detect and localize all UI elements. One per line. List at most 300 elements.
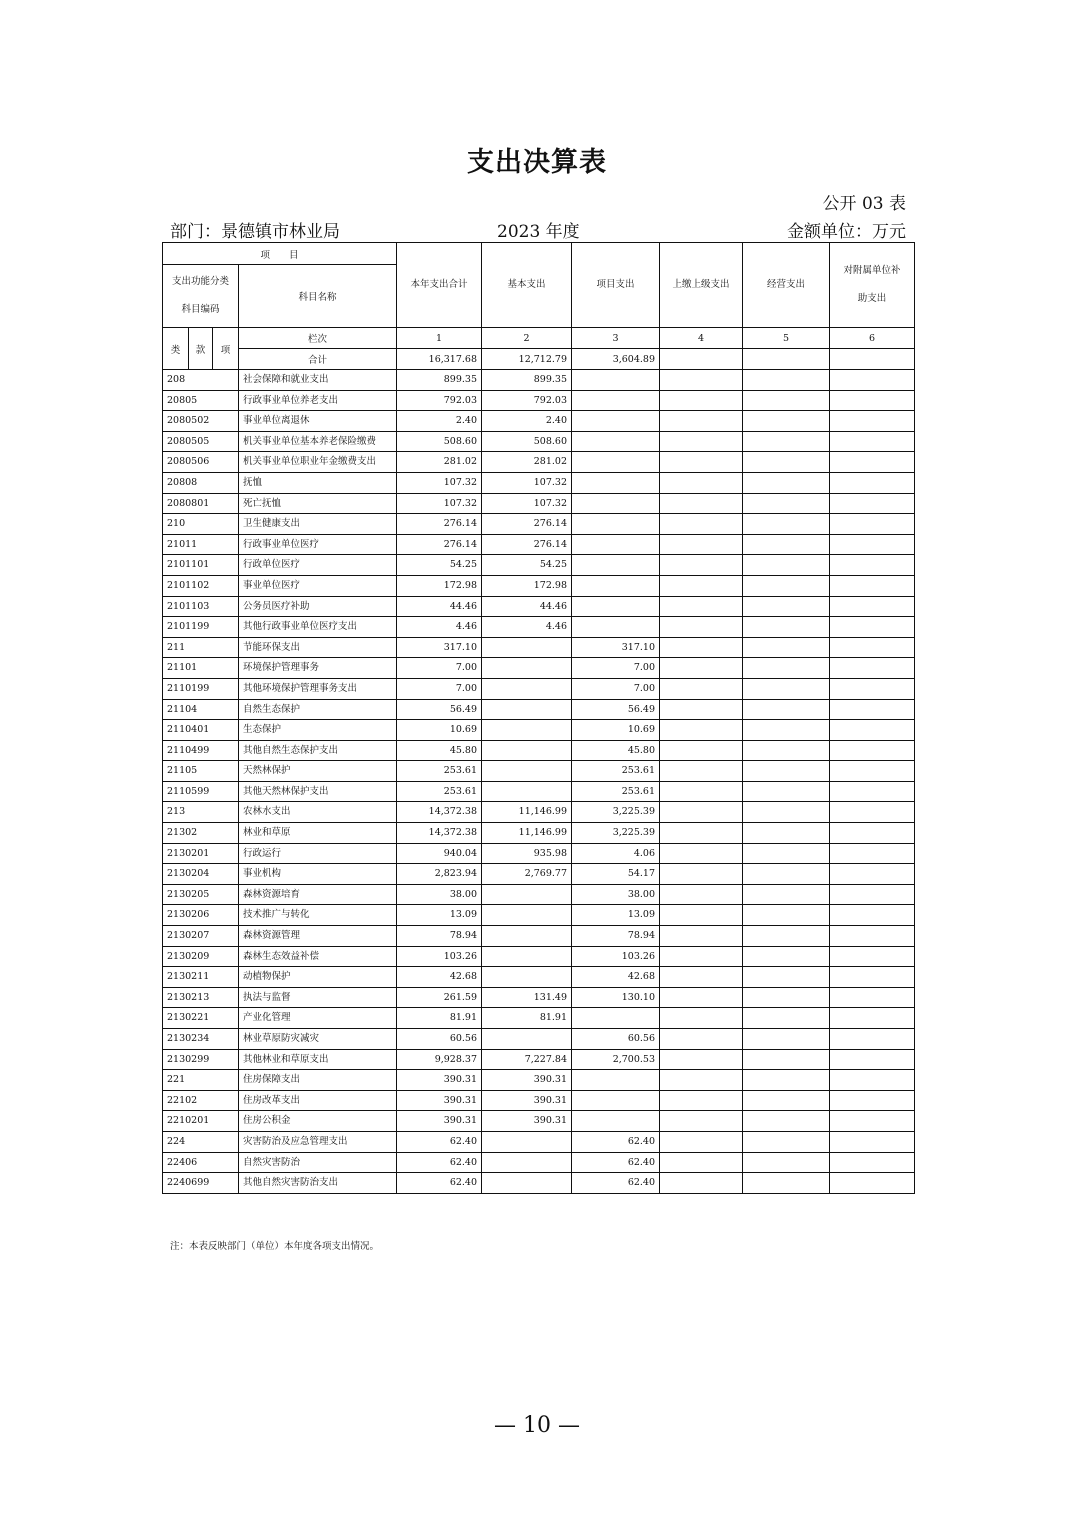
table-note: 注：本表反映部门（单位）本年度各项支出情况。 (170, 1241, 380, 1252)
amount-col-5 (743, 658, 830, 679)
subject-name: 林业和草原 (239, 823, 397, 844)
amount-col-6 (830, 720, 915, 741)
amount-col-4 (660, 1008, 743, 1029)
amount-col-2: 4.46 (482, 617, 572, 638)
subject-name: 事业单位医疗 (239, 575, 397, 596)
amount-col-4 (660, 1111, 743, 1132)
amount-col-6 (830, 411, 915, 432)
amount-col-4 (660, 905, 743, 926)
amount-col-6 (830, 1070, 915, 1091)
table-row (163, 946, 915, 967)
amount-col-4 (660, 493, 743, 514)
amount-col-4 (660, 823, 743, 844)
amount-col-1: 107.32 (397, 493, 482, 514)
amount-col-5 (743, 431, 830, 452)
amount-col-4 (660, 761, 743, 782)
subject-code: 2101102 (163, 575, 239, 596)
amount-col-3: 3,225.39 (572, 802, 660, 823)
amount-col-1: 792.03 (397, 390, 482, 411)
amount-col-3 (572, 431, 660, 452)
amount-col-2 (482, 720, 572, 741)
subject-code: 2080502 (163, 411, 239, 432)
amount-col-4 (660, 926, 743, 947)
subject-name: 住房保障支出 (239, 1070, 397, 1091)
table-row (163, 1049, 915, 1070)
amount-col-1: 172.98 (397, 575, 482, 596)
table-row (163, 967, 915, 988)
amount-col-1: 45.80 (397, 740, 482, 761)
amount-col-5 (743, 1111, 830, 1132)
amount-col-5 (743, 1090, 830, 1111)
amount-col-3 (572, 390, 660, 411)
amount-col-5 (743, 946, 830, 967)
amount-col-1: 390.31 (397, 1090, 482, 1111)
amount-col-5 (743, 390, 830, 411)
amount-col-6 (830, 1152, 915, 1173)
amount-col-3: 78.94 (572, 926, 660, 947)
amount-col-6 (830, 514, 915, 535)
col-number-1: 1 (397, 328, 482, 349)
amount-col-6 (830, 493, 915, 514)
amount-col-1: 44.46 (397, 596, 482, 617)
amount-col-4 (660, 411, 743, 432)
table-row (163, 802, 915, 823)
table-row (163, 1029, 915, 1050)
amount-col-2 (482, 781, 572, 802)
subject-code: 22102 (163, 1090, 239, 1111)
amount-col-4 (660, 1131, 743, 1152)
amount-col-4 (660, 534, 743, 555)
amount-col-1: 56.49 (397, 699, 482, 720)
subject-name: 行政事业单位医疗 (239, 534, 397, 555)
amount-col-3: 253.61 (572, 761, 660, 782)
subject-code: 210 (163, 514, 239, 535)
amount-col-5 (743, 884, 830, 905)
amount-col-5 (743, 1070, 830, 1091)
amount-col-1: 940.04 (397, 843, 482, 864)
total-col-3: 3,604.89 (572, 349, 660, 370)
amount-col-6 (830, 452, 915, 473)
header-func-class (163, 265, 239, 328)
amount-col-5 (743, 699, 830, 720)
table-row (163, 1090, 915, 1111)
subject-code: 2101199 (163, 617, 239, 638)
amount-col-6 (830, 946, 915, 967)
amount-col-3 (572, 555, 660, 576)
amount-col-4 (660, 864, 743, 885)
subject-code: 20805 (163, 390, 239, 411)
form-number: 公开 03 表 (822, 194, 906, 214)
subject-name: 其他自然灾害防治支出 (239, 1173, 397, 1194)
subject-name: 森林生态效益补偿 (239, 946, 397, 967)
subject-name: 抚恤 (239, 472, 397, 493)
subject-name: 林业草原防灾减灾 (239, 1029, 397, 1050)
amount-col-3 (572, 493, 660, 514)
table-row (163, 1008, 915, 1029)
amount-col-5 (743, 678, 830, 699)
amount-col-6 (830, 1173, 915, 1194)
amount-col-5 (743, 823, 830, 844)
amount-col-5 (743, 555, 830, 576)
table-row (163, 617, 915, 638)
amount-col-1: 81.91 (397, 1008, 482, 1029)
table-row (163, 740, 915, 761)
amount-col-4 (660, 370, 743, 391)
amount-col-2: 390.31 (482, 1090, 572, 1111)
amount-col-4 (660, 514, 743, 535)
amount-col-4 (660, 472, 743, 493)
subject-code: 2130213 (163, 987, 239, 1008)
amount-col-1: 7.00 (397, 678, 482, 699)
table-row (163, 1111, 915, 1132)
subject-code: 211 (163, 637, 239, 658)
amount-col-4 (660, 431, 743, 452)
header-lei: 类 (163, 328, 189, 370)
amount-col-4 (660, 555, 743, 576)
subject-code: 2080801 (163, 493, 239, 514)
subject-code: 2240699 (163, 1173, 239, 1194)
amount-col-2: 44.46 (482, 596, 572, 617)
amount-col-1: 390.31 (397, 1070, 482, 1091)
amount-col-3 (572, 575, 660, 596)
amount-col-3: 42.68 (572, 967, 660, 988)
table-row (163, 596, 915, 617)
subject-code: 2110599 (163, 781, 239, 802)
subject-code: 21101 (163, 658, 239, 679)
subject-code: 2130206 (163, 905, 239, 926)
table-row (163, 472, 915, 493)
amount-col-1: 2,823.94 (397, 864, 482, 885)
subject-code: 2130299 (163, 1049, 239, 1070)
amount-col-5 (743, 575, 830, 596)
amount-col-1: 78.94 (397, 926, 482, 947)
amount-col-3: 2,700.53 (572, 1049, 660, 1070)
amount-col-3: 317.10 (572, 637, 660, 658)
subject-name: 执法与监督 (239, 987, 397, 1008)
subject-name: 森林资源管理 (239, 926, 397, 947)
header-col-4: 上缴上级支出 (660, 243, 743, 328)
amount-col-6 (830, 431, 915, 452)
subject-code: 21302 (163, 823, 239, 844)
amount-col-1: 4.46 (397, 617, 482, 638)
subject-name: 灾害防治及应急管理支出 (239, 1131, 397, 1152)
amount-col-1: 62.40 (397, 1152, 482, 1173)
amount-col-2: 54.25 (482, 555, 572, 576)
amount-col-4 (660, 1152, 743, 1173)
amount-col-5 (743, 1049, 830, 1070)
amount-col-2 (482, 1152, 572, 1173)
header-xiang: 项 (213, 328, 239, 370)
subject-code: 2130209 (163, 946, 239, 967)
subject-code: 2130207 (163, 926, 239, 947)
amount-col-4 (660, 617, 743, 638)
header-kuan: 款 (189, 328, 213, 370)
amount-col-1: 14,372.38 (397, 802, 482, 823)
amount-col-2 (482, 740, 572, 761)
amount-col-6 (830, 926, 915, 947)
amount-col-6 (830, 699, 915, 720)
amount-col-2 (482, 658, 572, 679)
amount-col-6 (830, 596, 915, 617)
amount-col-5 (743, 905, 830, 926)
subject-name: 其他自然生态保护支出 (239, 740, 397, 761)
amount-col-4 (660, 946, 743, 967)
subject-name: 行政单位医疗 (239, 555, 397, 576)
col-number-4: 4 (660, 328, 743, 349)
table-row (163, 720, 915, 741)
subject-name: 公务员医疗补助 (239, 596, 397, 617)
amount-col-3: 130.10 (572, 987, 660, 1008)
amount-col-3: 62.40 (572, 1152, 660, 1173)
table-row (163, 431, 915, 452)
document-title: 支出决算表 (467, 147, 607, 178)
amount-col-4 (660, 1049, 743, 1070)
total-col-2: 12,712.79 (482, 349, 572, 370)
amount-col-5 (743, 1173, 830, 1194)
table-row (163, 823, 915, 844)
amount-col-2 (482, 637, 572, 658)
subject-code: 21011 (163, 534, 239, 555)
subject-name: 死亡抚恤 (239, 493, 397, 514)
amount-col-6 (830, 534, 915, 555)
amount-col-1: 276.14 (397, 514, 482, 535)
table-row (163, 864, 915, 885)
col-number-6: 6 (830, 328, 915, 349)
amount-col-4 (660, 699, 743, 720)
amount-col-5 (743, 761, 830, 782)
amount-col-1: 261.59 (397, 987, 482, 1008)
amount-col-5 (743, 534, 830, 555)
col-number-2: 2 (482, 328, 572, 349)
subject-name: 住房改革支出 (239, 1090, 397, 1111)
amount-col-3: 45.80 (572, 740, 660, 761)
subject-name: 自然灾害防治 (239, 1152, 397, 1173)
amount-col-6 (830, 823, 915, 844)
amount-col-4 (660, 781, 743, 802)
amount-col-1: 54.25 (397, 555, 482, 576)
amount-col-2: 390.31 (482, 1070, 572, 1091)
amount-col-6 (830, 740, 915, 761)
amount-col-5 (743, 596, 830, 617)
amount-col-2: 2.40 (482, 411, 572, 432)
header-col-2: 基本支出 (482, 243, 572, 328)
amount-col-2 (482, 926, 572, 947)
subject-name: 森林资源培育 (239, 884, 397, 905)
amount-col-3 (572, 514, 660, 535)
amount-col-6 (830, 637, 915, 658)
amount-col-5 (743, 370, 830, 391)
amount-col-6 (830, 390, 915, 411)
subject-code: 2130221 (163, 1008, 239, 1029)
amount-col-4 (660, 637, 743, 658)
amount-col-5 (743, 1131, 830, 1152)
amount-col-3 (572, 1008, 660, 1029)
amount-col-6 (830, 864, 915, 885)
amount-col-2: 276.14 (482, 514, 572, 535)
header-func-class-line2: 科目编码 (181, 304, 220, 315)
amount-col-2: 107.32 (482, 472, 572, 493)
subject-code: 22406 (163, 1152, 239, 1173)
amount-col-4 (660, 987, 743, 1008)
amount-col-1: 281.02 (397, 452, 482, 473)
amount-col-4 (660, 1029, 743, 1050)
amount-col-3 (572, 1090, 660, 1111)
amount-col-3 (572, 1111, 660, 1132)
amount-col-6 (830, 802, 915, 823)
amount-col-5 (743, 493, 830, 514)
subject-name: 行政运行 (239, 843, 397, 864)
amount-col-3: 62.40 (572, 1173, 660, 1194)
subject-name: 节能环保支出 (239, 637, 397, 658)
amount-col-5 (743, 781, 830, 802)
amount-col-2: 2,769.77 (482, 864, 572, 885)
amount-col-2: 390.31 (482, 1111, 572, 1132)
amount-col-3: 10.69 (572, 720, 660, 741)
amount-col-5 (743, 1152, 830, 1173)
amount-unit: 金额单位：万元 (787, 222, 906, 242)
amount-col-6 (830, 575, 915, 596)
amount-col-6 (830, 370, 915, 391)
table-row (163, 534, 915, 555)
amount-col-3 (572, 596, 660, 617)
amount-col-5 (743, 864, 830, 885)
amount-col-2: 11,146.99 (482, 823, 572, 844)
total-label: 合计 (239, 349, 397, 370)
subject-code: 221 (163, 1070, 239, 1091)
table-row (163, 514, 915, 535)
amount-col-1: 276.14 (397, 534, 482, 555)
total-col-1: 16,317.68 (397, 349, 482, 370)
subject-name: 社会保障和就业支出 (239, 370, 397, 391)
amount-col-2: 81.91 (482, 1008, 572, 1029)
subject-code: 2110499 (163, 740, 239, 761)
col-number-5: 5 (743, 328, 830, 349)
amount-col-3: 60.56 (572, 1029, 660, 1050)
amount-col-3 (572, 472, 660, 493)
department-label: 部门：景德镇市林业局 (170, 222, 340, 242)
amount-col-2: 281.02 (482, 452, 572, 473)
table-row (163, 761, 915, 782)
amount-col-3: 13.09 (572, 905, 660, 926)
table-row (163, 699, 915, 720)
subject-name: 环境保护管理事务 (239, 658, 397, 679)
amount-col-1: 899.35 (397, 370, 482, 391)
header-subject-name: 科目名称 (239, 265, 397, 328)
header-col-5: 经营支出 (743, 243, 830, 328)
amount-col-4 (660, 658, 743, 679)
amount-col-2 (482, 1029, 572, 1050)
amount-col-1: 42.68 (397, 967, 482, 988)
amount-col-2: 899.35 (482, 370, 572, 391)
subject-code: 21105 (163, 761, 239, 782)
amount-col-4 (660, 390, 743, 411)
amount-col-5 (743, 987, 830, 1008)
amount-col-1: 60.56 (397, 1029, 482, 1050)
table-row (163, 658, 915, 679)
table-row (163, 987, 915, 1008)
amount-col-5 (743, 514, 830, 535)
header-col-1: 本年支出合计 (397, 243, 482, 328)
subject-name: 机关事业单位基本养老保险缴费 (239, 431, 397, 452)
amount-col-3: 253.61 (572, 781, 660, 802)
subject-code: 2210201 (163, 1111, 239, 1132)
subject-name: 其他行政事业单位医疗支出 (239, 617, 397, 638)
subject-name: 动植物保护 (239, 967, 397, 988)
amount-col-6 (830, 781, 915, 802)
subject-name: 自然生态保护 (239, 699, 397, 720)
amount-col-4 (660, 1173, 743, 1194)
amount-col-1: 10.69 (397, 720, 482, 741)
subject-code: 2130201 (163, 843, 239, 864)
amount-col-3 (572, 617, 660, 638)
subject-name: 技术推广与转化 (239, 905, 397, 926)
subject-code: 2080505 (163, 431, 239, 452)
amount-col-6 (830, 761, 915, 782)
amount-col-2: 11,146.99 (482, 802, 572, 823)
subject-code: 2110401 (163, 720, 239, 741)
amount-col-2: 935.98 (482, 843, 572, 864)
subject-code: 2130211 (163, 967, 239, 988)
table-row (163, 452, 915, 473)
amount-col-1: 253.61 (397, 781, 482, 802)
amount-col-6 (830, 678, 915, 699)
subject-code: 208 (163, 370, 239, 391)
subject-name: 产业化管理 (239, 1008, 397, 1029)
amount-col-2 (482, 946, 572, 967)
amount-col-2 (482, 761, 572, 782)
amount-col-2: 7,227.84 (482, 1049, 572, 1070)
amount-col-3: 38.00 (572, 884, 660, 905)
subject-code: 2110199 (163, 678, 239, 699)
amount-col-5 (743, 740, 830, 761)
amount-col-1: 14,372.38 (397, 823, 482, 844)
amount-col-4 (660, 1070, 743, 1091)
amount-col-6 (830, 1008, 915, 1029)
table-row (163, 1152, 915, 1173)
subject-code: 224 (163, 1131, 239, 1152)
amount-col-6 (830, 987, 915, 1008)
amount-col-4 (660, 884, 743, 905)
table-row (163, 926, 915, 947)
amount-col-4 (660, 1090, 743, 1111)
page-number: — 10 — (494, 1413, 580, 1438)
subject-code: 20808 (163, 472, 239, 493)
amount-col-2 (482, 699, 572, 720)
amount-col-1: 62.40 (397, 1131, 482, 1152)
amount-col-4 (660, 802, 743, 823)
amount-col-2: 172.98 (482, 575, 572, 596)
amount-col-4 (660, 843, 743, 864)
header-col-6: 对附属单位补助支出 (830, 243, 915, 328)
amount-col-2 (482, 884, 572, 905)
amount-col-3: 56.49 (572, 699, 660, 720)
table-row (163, 575, 915, 596)
amount-col-2 (482, 967, 572, 988)
header-col-index-label: 栏次 (239, 328, 397, 349)
subject-name: 其他天然林保护支出 (239, 781, 397, 802)
table-row (163, 1131, 915, 1152)
subject-name: 事业机构 (239, 864, 397, 885)
amount-col-2: 792.03 (482, 390, 572, 411)
amount-col-4 (660, 596, 743, 617)
amount-col-6 (830, 843, 915, 864)
amount-col-3: 103.26 (572, 946, 660, 967)
amount-col-5 (743, 472, 830, 493)
fiscal-year: 2023 年度 (497, 222, 580, 242)
amount-col-1: 390.31 (397, 1111, 482, 1132)
amount-col-6 (830, 967, 915, 988)
subject-code: 2130234 (163, 1029, 239, 1050)
